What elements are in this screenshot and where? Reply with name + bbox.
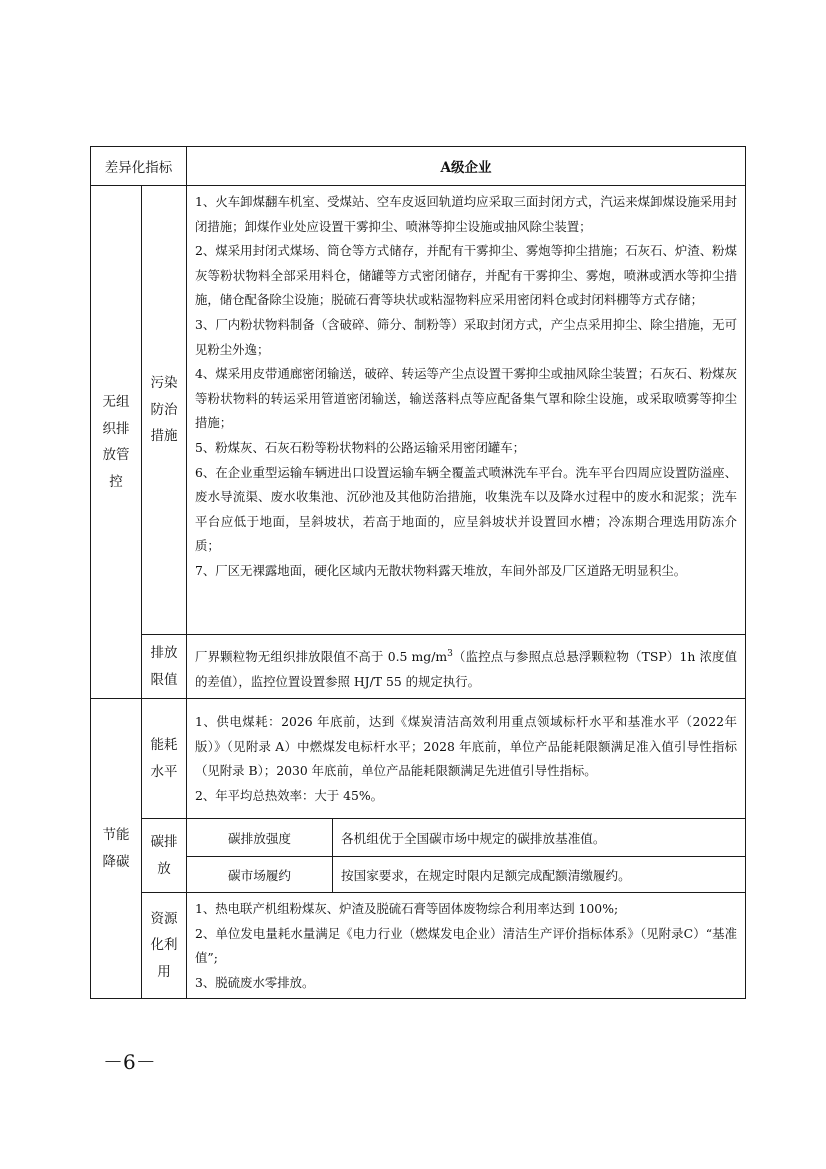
- table-right-border: [745, 146, 746, 999]
- emission-row-2-name: [187, 857, 332, 892]
- resource-item-1: 1、热电联产机组粉煤灰、炉渣及脱硫石膏等固体废物综合利用率达到 100%;: [195, 901, 619, 916]
- emission-row-2-value: [333, 857, 745, 892]
- section-unorganized-label: [91, 186, 141, 698]
- pollution-item-6: 6、在企业重型运输车辆进出口设置运输车辆全覆盖式喷淋洗车平台。洗车平台四周应设置防溢座、废水导流渠、废水收集池、沉砂池及其他防治措施，收集洗车以及降水过程中的废水和泥浆；洗车平台应低于地面，呈斜坡状，若高于地面的，应呈斜坡状并设置回水槽；冷冻期合理选用防冻介质；: [195, 464, 737, 554]
- header-indicator: [91, 147, 186, 185]
- pollution-item-7: 7、厂区无裸露地面，硬化区域内无散状物料露天堆放，车间外部及厂区道路无明显积尘。: [195, 562, 687, 578]
- resource-label: [142, 893, 186, 998]
- pollution-item-4: 4、煤采用皮带通廊密闭输送，破碎、转运等产尘点设置干雾抑尘或抽风除尘装置；石灰石、粉煤灰等粉状物料的转运采用管道密闭输送，输送落料点等应配备集气罩和除尘设施，或采取喷雾等抑尘措施；: [195, 366, 737, 431]
- limit-text-pre: 厂界颗粒物无组织排放限值不高于 0.5 mg/m: [195, 649, 448, 665]
- limit-text: [195, 642, 737, 694]
- resource-label-text: 资源化利用: [150, 910, 178, 980]
- resource-item-2: 2、单位发电量耗水量满足《电力行业（燃煤发电企业）清洁生产评价指标体系》（见附录C）“基准值”;: [195, 925, 737, 966]
- resource-content: [187, 893, 745, 998]
- section-unorganized-text: 无组织排放管控: [102, 394, 130, 490]
- limit-label: [142, 635, 186, 698]
- emission-intensity-value: 各机组优于全国碳市场中规定的碳排放基准值。: [341, 831, 606, 846]
- table-bottom-border: [90, 998, 746, 999]
- header-grade-a-text: A级企业: [440, 160, 492, 176]
- energy-label-text: 能耗水平: [150, 737, 178, 780]
- emission-intensity-label: 碳排放强度: [228, 831, 291, 846]
- energy-item-2: 2、年平均总热效率：大于 45%。: [195, 787, 384, 803]
- limit-text-sup: 3: [447, 649, 453, 659]
- resource-item-3: 3、脱硫废水零排放。: [195, 974, 315, 990]
- section-carbon-label: [91, 699, 141, 998]
- carbon-market-label: 碳市场履约: [228, 868, 291, 883]
- pollution-label: [142, 186, 186, 634]
- emission-label-text: 碳排放: [150, 834, 178, 877]
- carbon-market-value: 按国家要求，在规定时限内足额完成配额清缴履约。: [341, 868, 631, 883]
- energy-item-1: 1、供电煤耗：2026 年底前，达到《煤炭清洁高效利用重点领域标杆水平和基准水平（2022年版）》（见附录 A）中燃煤发电标杆水平；2028 年底前，单位产品能耗限额满足准入值引导性指标（见附录 B）；2030 年底前，单位产品能耗限额满足先进值引导性指标。: [195, 714, 737, 779]
- energy-content: [187, 699, 745, 818]
- pollution-measures: [187, 186, 745, 634]
- page-number: －6－: [103, 1050, 156, 1074]
- pollution-label-text: 污染防治措施: [150, 375, 178, 445]
- limit-content: [187, 635, 745, 698]
- section-carbon-text: 节能降碳: [102, 827, 130, 870]
- energy-label: [142, 699, 186, 818]
- pollution-item-3: 3、厂内粉状物料制备（含破碎、筛分、制粉等）采取封闭方式，产尘点采用抑尘、除尘措施，无可见粉尘外逸；: [195, 316, 737, 357]
- pollution-item-1: 1、火车卸煤翻车机室、受煤站、空车皮返回轨道均应采取三面封闭方式，汽运来煤卸煤设施采用封闭措施；卸煤作业处应设置干雾抑尘、喷淋等抑尘设施或抽风除尘装置；: [195, 194, 737, 234]
- limit-label-text: 排放限值: [150, 645, 178, 688]
- emission-row-1-value: [333, 819, 745, 856]
- limit-text-post: （监控点与参照点总悬浮颗粒物（TSP）1h 浓度值的差值），监控位置设置参照 HJ/T 55 的规定执行。: [195, 649, 737, 689]
- pollution-item-5: 5、粉煤灰、石灰石粉等粉状物料的公路运输采用密闭罐车；: [195, 439, 526, 455]
- header-grade-a: [187, 147, 745, 185]
- emission-row-1-name: [187, 819, 332, 856]
- emission-label: [142, 819, 186, 892]
- header-indicator-text: 差异化指标: [104, 160, 173, 176]
- pollution-item-2: 2、煤采用封闭式煤场、筒仓等方式储存，并配有干雾抑尘、雾炮等抑尘措施；石灰石、炉渣、粉煤灰等粉状物料全部采用料仓，储罐等方式密闭储存，并配有干雾抑尘、雾炮，喷淋或洒水等抑尘措施，储仓配备除尘设施；脱硫石膏等块状或粘湿物料应采用密闭料仓或封闭料棚等方式存储；: [195, 243, 737, 308]
